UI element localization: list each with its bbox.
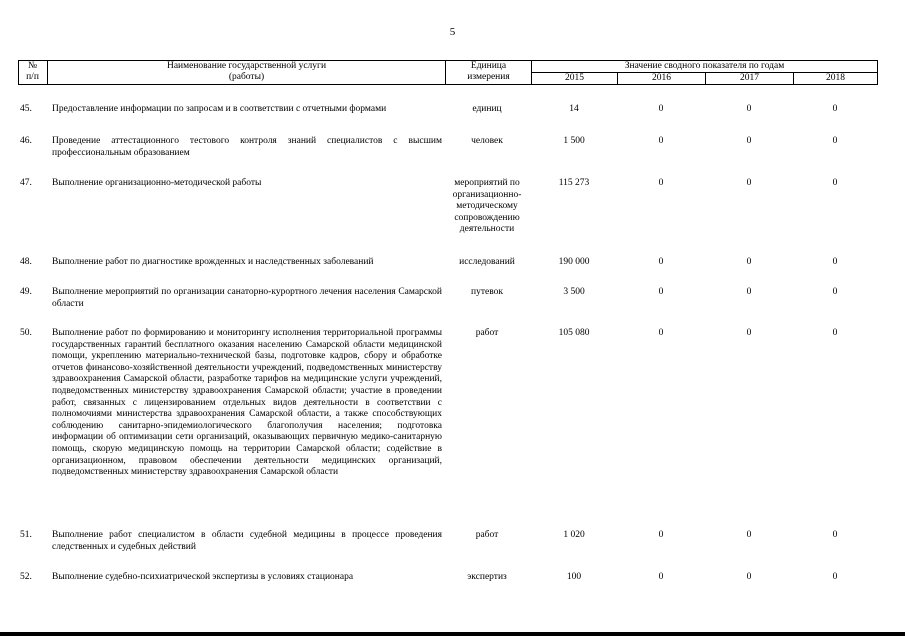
row-number: 52. bbox=[20, 572, 32, 582]
row-value-2016: 0 bbox=[658, 104, 664, 114]
row-number: 49. bbox=[20, 287, 32, 297]
header-unit-line2: измерения bbox=[467, 72, 510, 82]
row-number: 50. bbox=[20, 328, 32, 338]
header-year-2018: 2018 bbox=[826, 73, 845, 83]
row-unit: путевок bbox=[471, 287, 503, 297]
row-number: 48. bbox=[20, 257, 32, 267]
row-service-name: Выполнение мероприятий по организации санаторно-курортного лечения населения Самарской области bbox=[52, 287, 442, 309]
row-value-2016: 0 bbox=[658, 572, 664, 582]
row-value-2016: 0 bbox=[658, 530, 664, 540]
row-value-2017: 0 bbox=[746, 136, 752, 146]
row-value-2017: 0 bbox=[746, 257, 752, 267]
header-name-line2: (работы) bbox=[228, 72, 265, 82]
header-year-2017: 2017 bbox=[740, 73, 759, 83]
row-unit: работ bbox=[475, 530, 499, 540]
row-unit: исследований bbox=[459, 257, 515, 267]
row-value-2017: 0 bbox=[746, 287, 752, 297]
row-service-name: Выполнение судебно-психиатрической экспертизы в условиях стационара bbox=[52, 572, 354, 582]
header-year-2016: 2016 bbox=[652, 73, 671, 83]
row-value-2016: 0 bbox=[658, 136, 664, 146]
row-unit: единиц bbox=[472, 104, 502, 114]
row-number: 46. bbox=[20, 136, 32, 146]
row-number: 51. bbox=[20, 530, 32, 540]
row-value-2018: 0 bbox=[832, 178, 838, 188]
row-unit: экспертиз bbox=[467, 572, 507, 582]
row-value-2015: 100 bbox=[566, 572, 582, 582]
header-year-group: Значение сводного показателя по годам bbox=[624, 61, 785, 71]
row-service-name: Проведение аттестационного тестового контроля знаний специалистов с высшим профессиональным образованием bbox=[52, 136, 442, 158]
row-number: 47. bbox=[20, 178, 32, 188]
header-num-line1: № bbox=[27, 61, 38, 71]
row-service-name: Предоставление информации по запросам и в соответствии с отчетными формами bbox=[52, 104, 387, 114]
row-value-2017: 0 bbox=[746, 178, 752, 188]
row-value-2015: 1 500 bbox=[563, 136, 585, 146]
row-service-name: Выполнение работ по формированию и мониторингу исполнения территориальной программы государственных гарантий бесплатного оказания населению Самарской области медицинской помощи, укреплению материально-технической базы, подготовке кадров, сбору и обработке отчетов финансово-хозяйственной деятельности учреждений, подведомственных министерству здравоохранения Самарской области, разработке тарифов на медицинские услуги учреждений, подведомственных министерству здравоохранения Самарской области; участие в проведении работ, связанных с лицензированием отдельных видов деятельности в соответствии с полномочиями министерства здравоохранения Самарской области, а также способствующих соблюдению санитарно-эпидемиологического благополучия населения; подготовка информации об оптимизации сети организаций, оказывающих первичную медико-санитарную помощь, скорую медицинскую помощь на территории Самарской области; содействие в организационном, правовом обеспечении деятельности медицинских организаций, подведомственных министерству здравоохранения Самарской области bbox=[52, 328, 442, 478]
header-year-2015: 2015 bbox=[565, 73, 584, 83]
row-unit: человек bbox=[471, 136, 503, 146]
header-num-line2: п/п bbox=[26, 72, 39, 82]
row-value-2017: 0 bbox=[746, 328, 752, 338]
row-value-2018: 0 bbox=[832, 136, 838, 146]
row-value-2017: 0 bbox=[746, 572, 752, 582]
row-value-2016: 0 bbox=[658, 328, 664, 338]
row-value-2015: 1 020 bbox=[563, 530, 585, 540]
page-number: 5 bbox=[449, 26, 456, 38]
row-number: 45. bbox=[20, 104, 32, 114]
row-value-2015: 190 000 bbox=[558, 257, 590, 267]
row-value-2018: 0 bbox=[832, 328, 838, 338]
row-value-2015: 105 080 bbox=[558, 328, 590, 338]
row-unit: мероприятий по организационно-методическому сопровождению деятельности bbox=[452, 178, 522, 235]
row-value-2015: 14 bbox=[569, 104, 579, 114]
row-value-2018: 0 bbox=[832, 104, 838, 114]
row-value-2016: 0 bbox=[658, 178, 664, 188]
page-bottom-border bbox=[0, 632, 905, 636]
row-value-2017: 0 bbox=[746, 530, 752, 540]
row-unit: работ bbox=[475, 328, 499, 338]
row-value-2015: 115 273 bbox=[558, 178, 590, 188]
row-service-name: Выполнение работ по диагностике врожденных и наследственных заболеваний bbox=[52, 257, 374, 267]
row-value-2015: 3 500 bbox=[563, 287, 585, 297]
row-value-2016: 0 bbox=[658, 257, 664, 267]
row-value-2018: 0 bbox=[832, 257, 838, 267]
row-service-name: Выполнение организационно-методической работы bbox=[52, 178, 262, 188]
row-value-2018: 0 bbox=[832, 530, 838, 540]
row-value-2018: 0 bbox=[832, 572, 838, 582]
header-name-line1: Наименование государственной услуги bbox=[166, 61, 327, 71]
row-value-2018: 0 bbox=[832, 287, 838, 297]
row-value-2016: 0 bbox=[658, 287, 664, 297]
row-service-name: Выполнение работ специалистом в области судебной медицины в процессе проведения следственных и судебных действий bbox=[52, 530, 442, 552]
row-value-2017: 0 bbox=[746, 104, 752, 114]
header-unit-line1: Единица bbox=[470, 61, 507, 71]
